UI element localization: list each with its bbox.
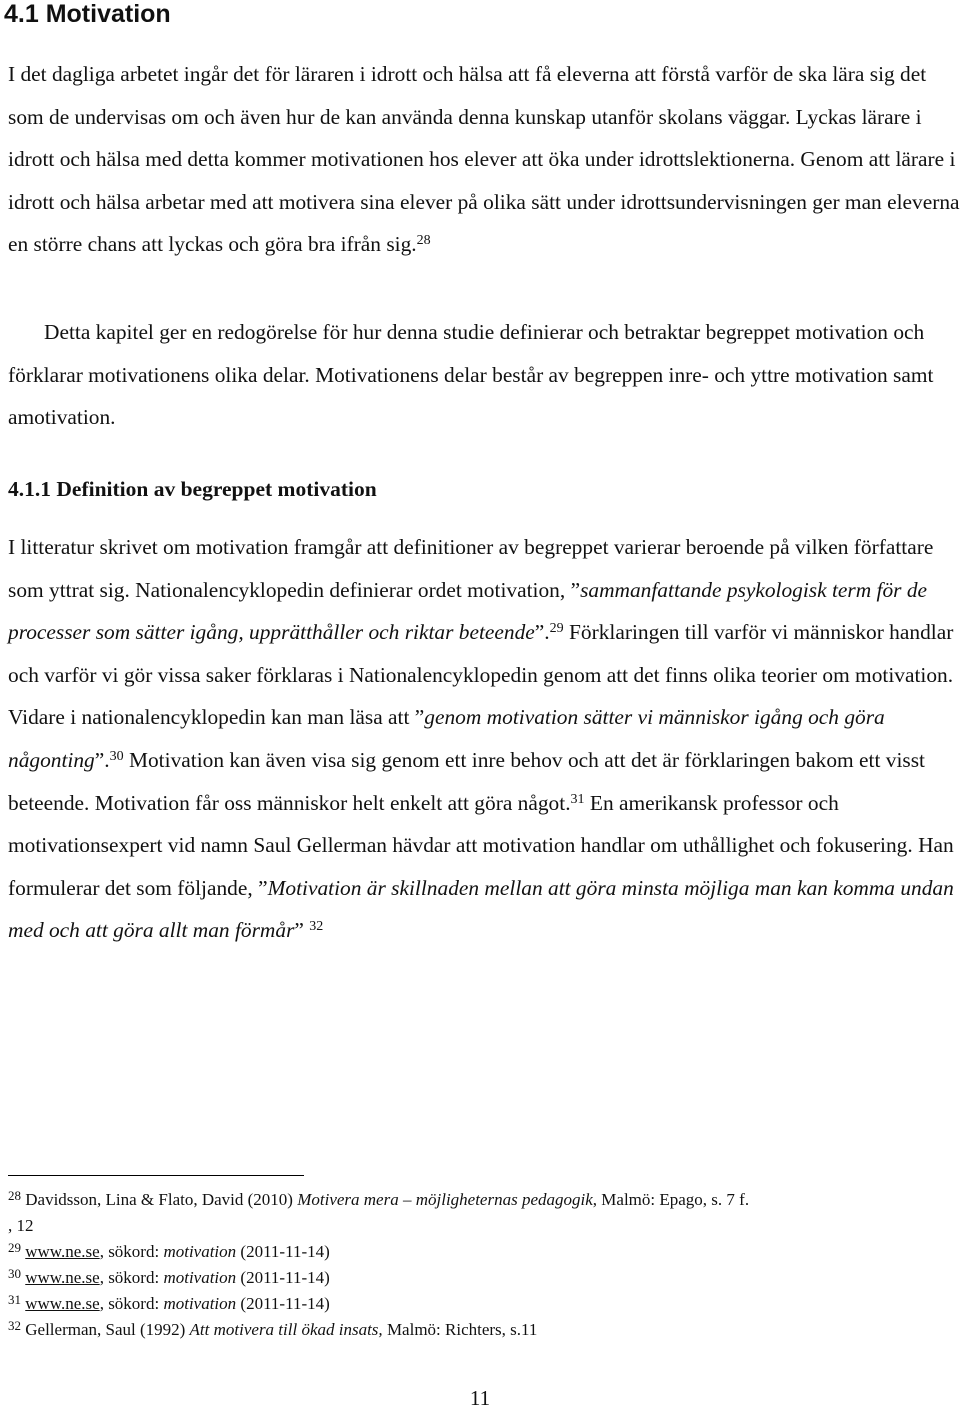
footnote-separator xyxy=(8,1175,304,1176)
quote-open-mark: ” xyxy=(570,577,581,602)
quote-open-mark: ” xyxy=(258,875,268,900)
footnote-32 xyxy=(8,1317,948,1343)
footnote-text: , sökord: xyxy=(99,1294,164,1313)
footnote-text: (2011-11-14) xyxy=(236,1242,330,1261)
footnote-title: Att motivera till ökad insats, xyxy=(189,1320,383,1339)
quote-close-mark: ”. xyxy=(94,747,110,772)
footnote-keyword: motivation xyxy=(163,1294,237,1313)
footnote-28 xyxy=(8,1187,948,1213)
quote-open-mark: ” xyxy=(414,705,425,730)
ne-link[interactable]: www.ne.se xyxy=(25,1268,100,1287)
footnote-ref-32[interactable]: 32 xyxy=(309,919,324,935)
footnote-31 xyxy=(8,1291,948,1317)
definition-sentence-1: I litteratur skrivet om motivation framgår att definitioner av begreppet varierar beroende på vilken författare som yttrat sig. Nationalencyklopedin definierar ordet motivation, xyxy=(8,535,934,602)
ne-link[interactable]: www.ne.se xyxy=(25,1294,100,1313)
footnote-continuation xyxy=(8,1213,948,1239)
footnote-text: , sökord: xyxy=(99,1268,164,1287)
footnote-text: Davidsson, Lina & Flato, David (2010) xyxy=(25,1190,298,1209)
ne-definition-quote: sammanfattande psykologisk term för de processer som sätter igång, upprätthåller och riktar beteende xyxy=(8,577,928,645)
quote-close-mark: ”. xyxy=(534,620,550,645)
footnote-ref-29[interactable]: 29 xyxy=(549,621,564,637)
footnote-text: (2011-11-14) xyxy=(236,1268,330,1287)
definition-sentence-2: Förklaringen till varför vi människor handlar och varför vi gör vissa saker förklaras i Nationalencyklopedin genom att det finns olika teorier om motivation. Vidare i nationalencyklopedin kan man läsa att xyxy=(8,620,954,730)
definition-sentence-4: En amerikansk professor och motivationsexpert vid namn Saul Gellerman hävdar att motivation handlar om uthållighet och fokusering. Han formulerar det som följande, xyxy=(8,790,954,900)
definition-sentence-3: Motivation kan även visa sig genom ett inre behov och att det är förklaringen bakom ett visst beteende. Motivation får oss människor helt enkelt att göra något. xyxy=(8,747,925,815)
footnote-text: , 12 xyxy=(8,1216,34,1235)
ne-motivation-quote: genom motivation sätter vi människor igång och göra någonting xyxy=(8,705,885,772)
subsection-heading: 4.1.1 Definition av begreppet motivation xyxy=(8,477,377,501)
footnote-text: , sökord: xyxy=(99,1242,164,1261)
footnote-number: 32 xyxy=(8,1318,21,1333)
footnote-number: 31 xyxy=(8,1292,21,1307)
footnote-29 xyxy=(8,1239,948,1265)
quote-close-mark: ” xyxy=(294,918,304,943)
footnote-ref-31[interactable]: 31 xyxy=(570,791,585,807)
section-heading: 4.1 Motivation xyxy=(4,0,171,28)
footnote-ref-30[interactable]: 30 xyxy=(109,748,124,764)
footnote-number: 29 xyxy=(8,1240,21,1255)
footnote-keyword: motivation xyxy=(163,1242,237,1261)
gellerman-quote: Motivation är skillnaden mellan att göra minsta möjliga man kan komma undan med och att göra allt man förmår xyxy=(8,875,954,943)
footnote-ref-28[interactable]: 28 xyxy=(416,233,431,249)
overview-text: Detta kapitel ger en redogörelse för hur denna studie definierar och betraktar begreppet motivation och förklarar motivationens olika delar. Motivationens delar består av begreppen inre- och yttre motivation samt amotivation. xyxy=(8,320,934,430)
footnote-number: 28 xyxy=(8,1188,21,1203)
footnote-30 xyxy=(8,1265,948,1291)
ne-link[interactable]: www.ne.se xyxy=(25,1242,100,1261)
footnote-text: Malmö: Richters, s.11 xyxy=(382,1320,538,1339)
footnote-keyword: motivation xyxy=(163,1268,237,1287)
intro-paragraph xyxy=(8,53,960,266)
footnote-text: Gellerman, Saul (1992) xyxy=(25,1320,190,1339)
footnote-text: (2011-11-14) xyxy=(236,1294,330,1313)
footnote-number: 30 xyxy=(8,1266,21,1281)
chapter-overview-paragraph xyxy=(8,311,960,439)
footnote-title: Motivera mera – möjligheternas pedagogik xyxy=(297,1190,593,1209)
definition-paragraph xyxy=(8,526,960,952)
footnote-text: , Malmö: Epago, s. 7 f. xyxy=(592,1190,750,1209)
page-number: 11 xyxy=(469,1386,491,1410)
intro-text: I det dagliga arbetet ingår det för läraren i idrott och hälsa att få eleverna att förstå varför de ska lära sig det som de undervisas om och även hur de kan använda denna kunskap utanför skolans väggar. Lyckas lärare i idrott och hälsa med detta kommer motivationen hos elever att öka under idrottslektionerna. Genom att lärare i idrott och hälsa arbetar med att motivera sina elever på olika sätt under idrottsundervisningen ger man eleverna en större chans att lyckas och göra bra ifrån sig. xyxy=(8,62,960,257)
